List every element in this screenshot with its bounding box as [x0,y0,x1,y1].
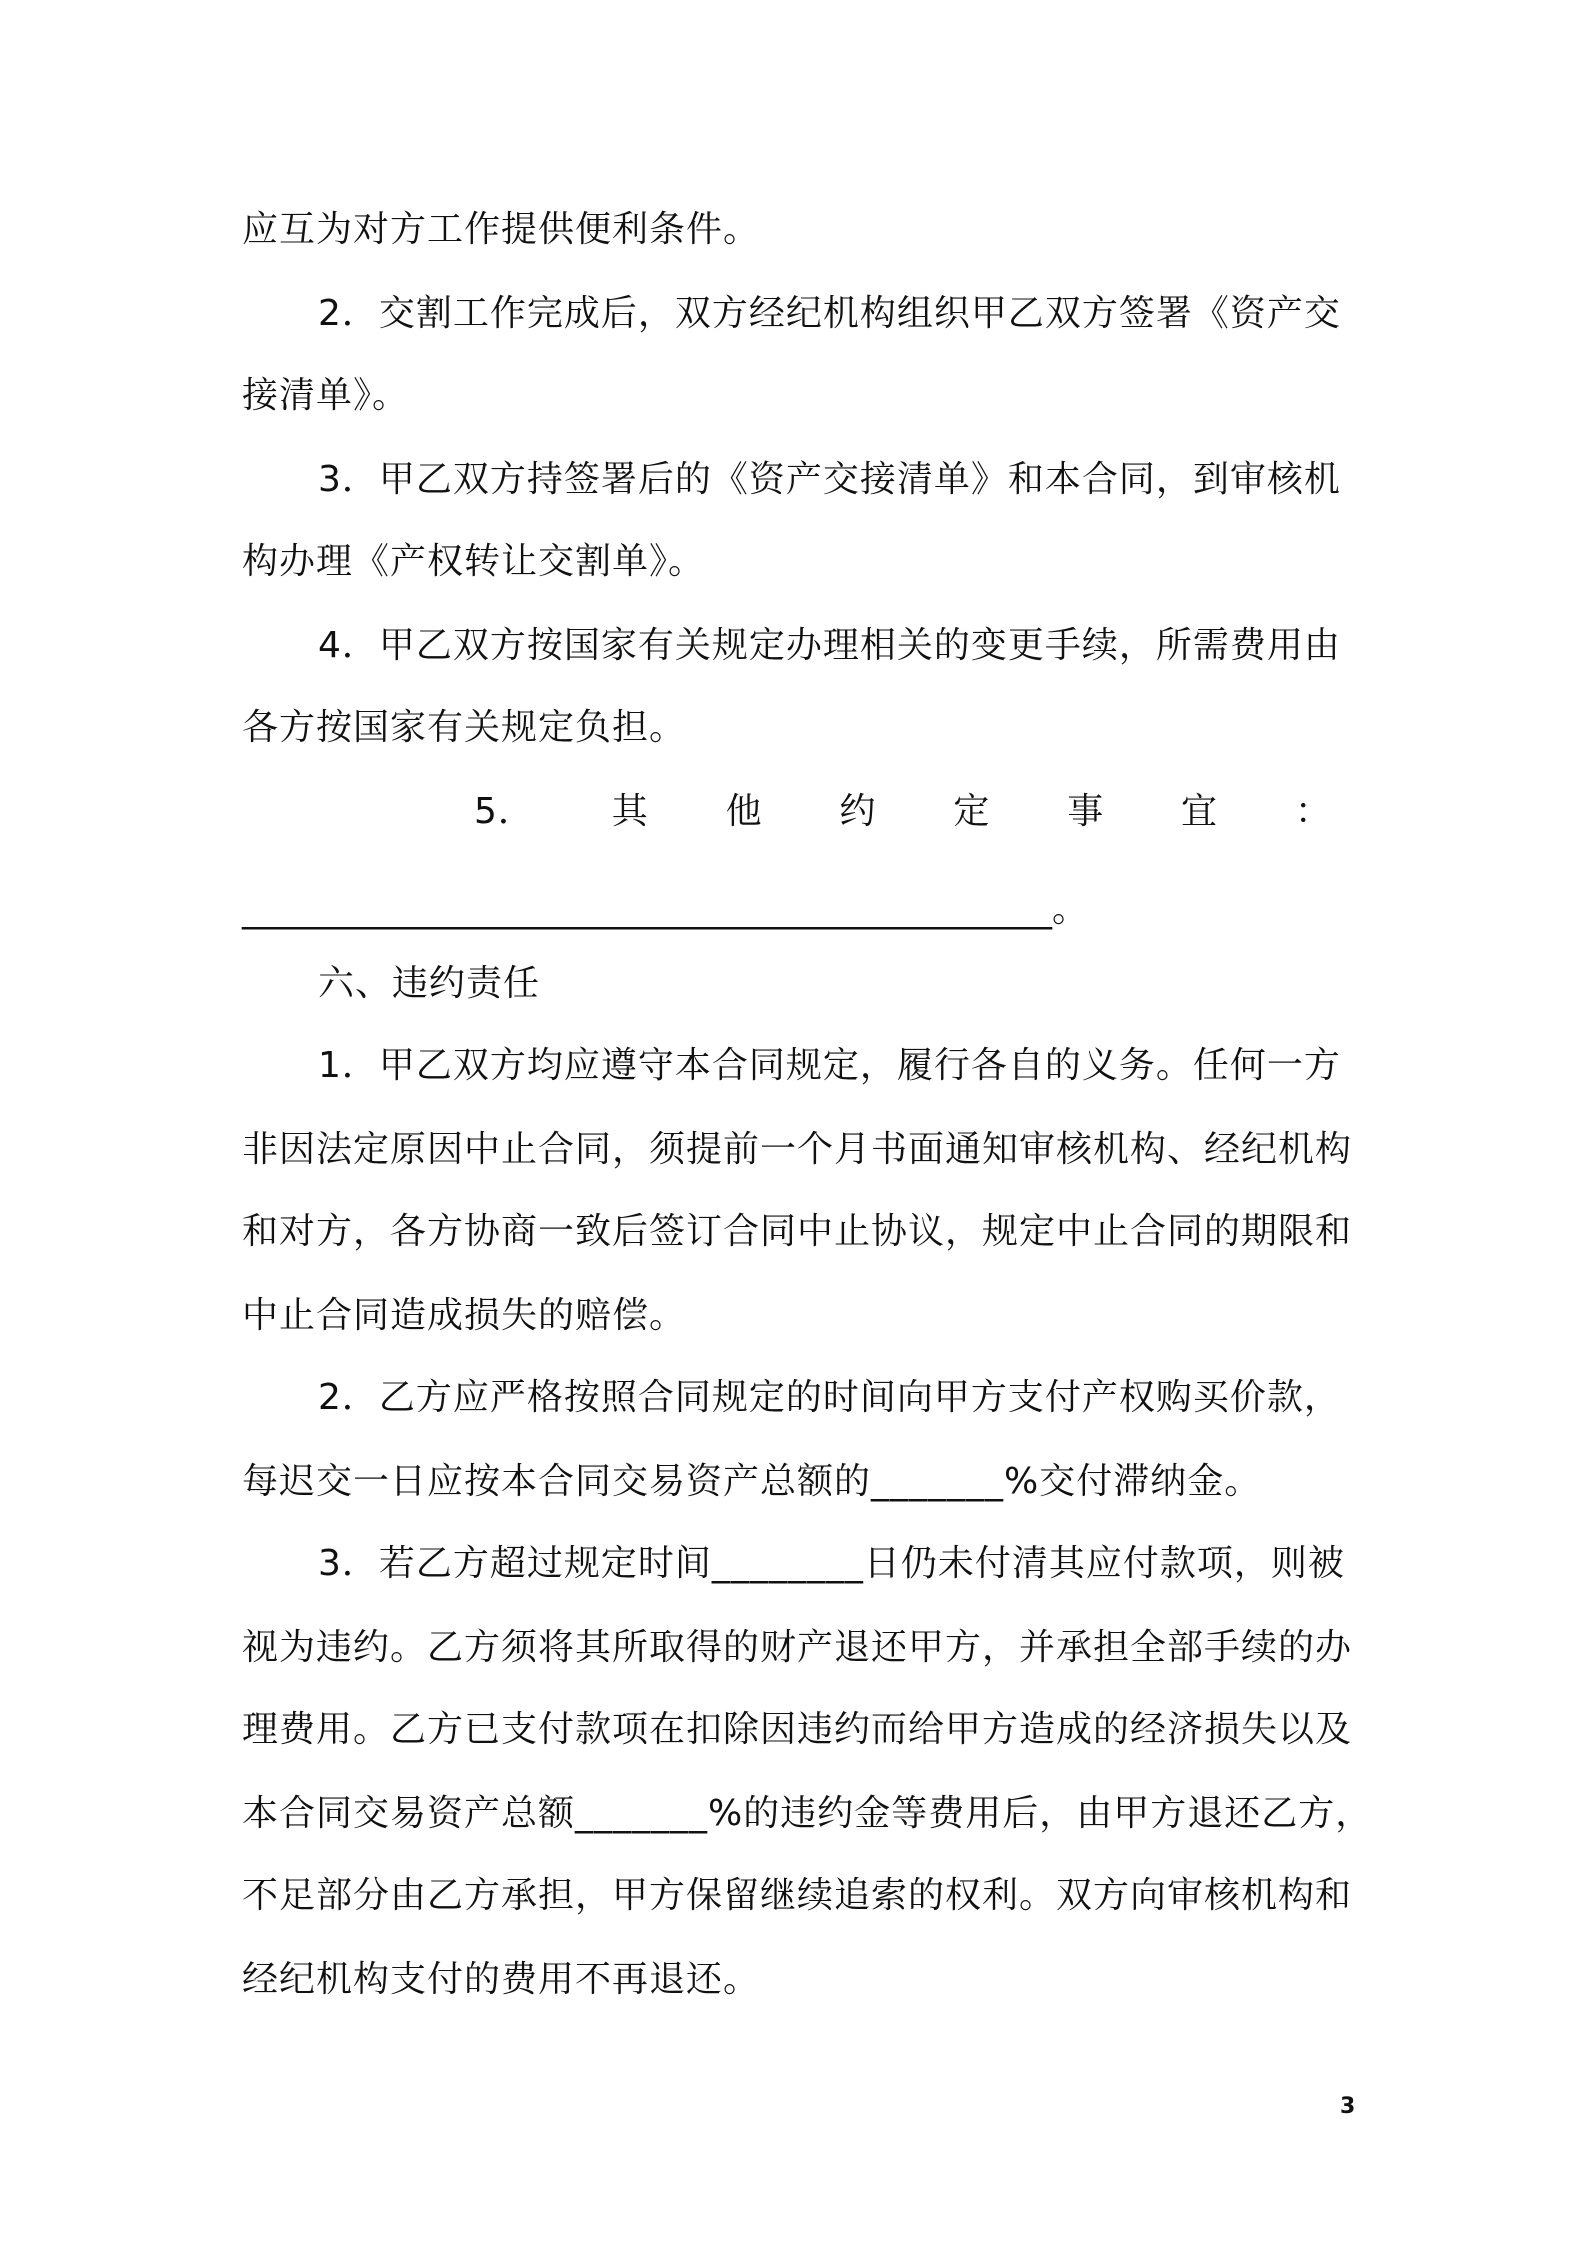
section-heading: 六、违约责任 [318,963,541,1004]
text-line: 4．甲乙双方按国家有关规定办理相关的变更手续，所需费用由 [318,625,1341,666]
text-line: 每迟交一日应按本合同交易资产总额的_______%交付滞纳金。 [242,1461,1262,1502]
text-line: 应互为对方工作提供便利条件。 [242,209,761,250]
text-line: 3．若乙方超过规定时间________日仍未付清其应付款项，则被 [318,1543,1345,1584]
page-number: 3 [1340,2094,1356,2119]
text-line: 中止合同造成损失的赔偿。 [242,1295,687,1336]
item-5-char: ： [1294,791,1332,832]
item-5-char: 定 [953,791,991,832]
text-line: 各方按国家有关规定负担。 [242,707,687,748]
item-5-char: 他 [725,791,763,832]
text-line: 和对方，各方协商一致后签订合同中止协议，规定中止合同的期限和 [242,1211,1353,1252]
text-line: 构办理《产权转让交割单》。 [242,541,706,582]
item-5-char: 约 [839,791,877,832]
item-5-heading [474,788,1332,836]
text-line: 本合同交易资产总额_______%的违约金等费用后，由甲方退还乙方， [242,1793,1373,1834]
text-line: 接清单》。 [242,375,410,416]
text-line-content: 2．交割工作完成后，双方经纪机构组织甲乙双方签署《资产交 [318,293,1341,334]
text-line: 3．甲乙双方持签署后的《资产交接清单》和本合同，到审核机 [318,459,1341,500]
text-line: 视为违约。乙方须将其所取得的财产退还甲方，并承担全部手续的办 [242,1627,1353,1668]
item-5-char: 事 [1067,791,1105,832]
item-5-char: 5． [474,791,535,832]
text-line: 2．乙方应严格按照合同规定的时间向甲方支付产权购买价款， [318,1377,1341,1418]
text-line: 理费用。乙方已支付款项在扣除因违约而给甲方造成的经济损失以及 [242,1709,1353,1750]
text-line [318,290,1360,338]
text-line: 不足部分由乙方承担，甲方保留继续追索的权利。双方向审核机构和 [242,1875,1353,1916]
item-5-char: 宜 [1181,791,1219,832]
item-5-char: 其 [611,791,649,832]
blank-fill-line: _____________________________________________。 [242,889,1088,930]
text-line: 经纪机构支付的费用不再退还。 [242,1959,761,2000]
text-line: 1．甲乙双方均应遵守本合同规定，履行各自的义务。任何一方 [318,1045,1341,1086]
text-line: 非因法定原因中止合同，须提前一个月书面通知审核机构、经纪机构 [242,1129,1353,1170]
